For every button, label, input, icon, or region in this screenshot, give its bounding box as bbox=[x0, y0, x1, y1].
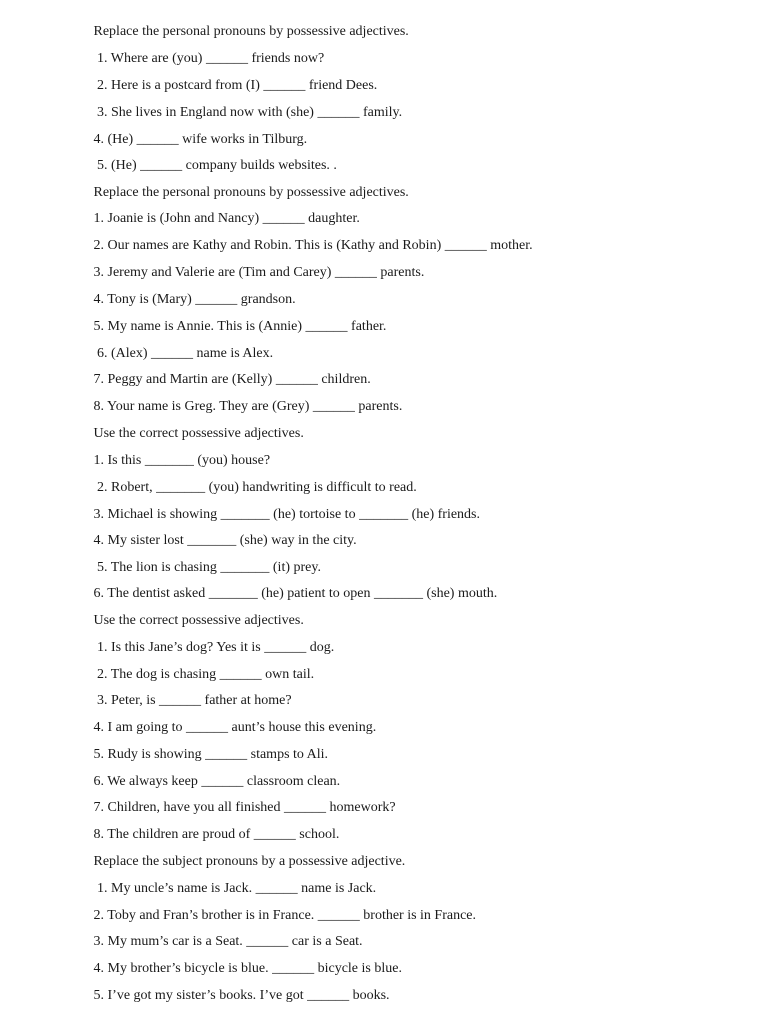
exercise-item: 3. Peter, is ______ father at home? bbox=[90, 693, 292, 708]
exercise-item: 3. She lives in England now with (she) ______ family. bbox=[90, 105, 403, 120]
exercise-item: 4. My brother’s bicycle is blue. ______ bicycle is blue. bbox=[90, 961, 402, 976]
exercise-item: 8. Your name is Greg. They are (Grey) ______ parents. bbox=[90, 399, 403, 414]
exercise-item: 6. The dentist asked _______ (he) patient to open _______ (she) mouth. bbox=[90, 586, 498, 601]
exercise-item: 5. The lion is chasing _______ (it) prey. bbox=[90, 560, 321, 575]
exercise-item: 4. Tony is (Mary) ______ grandson. bbox=[90, 292, 296, 307]
exercise-item: 1. Joanie is (John and Nancy) ______ daughter. bbox=[90, 211, 360, 226]
exercise-item: 1. Where are (you) ______ friends now? bbox=[90, 51, 325, 66]
exercise-item: 2. The dog is chasing ______ own tail. bbox=[90, 667, 315, 682]
exercise-item: 2. Robert, _______ (you) handwriting is difficult to read. bbox=[90, 480, 417, 495]
exercise-item: 3. Jeremy and Valerie are (Tim and Carey) ______ parents. bbox=[90, 265, 425, 280]
section-heading: Use the correct possessive adjectives. bbox=[90, 426, 304, 441]
exercise-item: 6. We always keep ______ classroom clean. bbox=[90, 774, 341, 789]
exercise-item: 2. Toby and Fran’s brother is in France. ______ brother is in France. bbox=[90, 908, 477, 923]
exercise-item: 7. Children, have you all finished ______ homework? bbox=[90, 800, 396, 815]
exercise-item: 3. Michael is showing _______ (he) tortoise to _______ (he) friends. bbox=[90, 507, 480, 522]
exercise-item: 2. Here is a postcard from (I) ______ friend Dees. bbox=[90, 78, 378, 93]
exercise-item: 1. My uncle’s name is Jack. ______ name is Jack. bbox=[90, 881, 377, 896]
section-heading: Replace the personal pronouns by possessive adjectives. bbox=[90, 24, 409, 39]
exercise-item: 5. I’ve got my sister’s books. I’ve got ______ books. bbox=[90, 988, 390, 1003]
exercise-item: 8. The children are proud of ______ school. bbox=[90, 827, 340, 842]
exercise-item: 2. Our names are Kathy and Robin. This is (Kathy and Robin) ______ mother. bbox=[90, 238, 533, 253]
exercise-item: 7. Peggy and Martin are (Kelly) ______ children. bbox=[90, 372, 371, 387]
exercise-item: 5. (He) ______ company builds websites. . bbox=[90, 158, 337, 173]
exercise-item: 3. My mum’s car is a Seat. ______ car is a Seat. bbox=[90, 934, 363, 949]
section-heading: Replace the subject pronouns by a possessive adjective. bbox=[90, 854, 406, 869]
exercise-item: 4. I am going to ______ aunt’s house this evening. bbox=[90, 720, 377, 735]
exercise-item: 5. Rudy is showing ______ stamps to Ali. bbox=[90, 747, 329, 762]
exercise-item: 5. My name is Annie. This is (Annie) ______ father. bbox=[90, 319, 387, 334]
exercise-item: 1. Is this _______ (you) house? bbox=[90, 453, 271, 468]
exercise-item: 6. (Alex) ______ name is Alex. bbox=[90, 346, 274, 361]
exercise-item: 4. My sister lost _______ (she) way in the city. bbox=[90, 533, 357, 548]
section-heading: Replace the personal pronouns by possessive adjectives. bbox=[90, 185, 409, 200]
exercise-item: 1. Is this Jane’s dog? Yes it is ______ dog. bbox=[90, 640, 335, 655]
exercise-item: 4. (He) ______ wife works in Tilburg. bbox=[90, 132, 308, 147]
section-heading: Use the correct possessive adjectives. bbox=[90, 613, 304, 628]
